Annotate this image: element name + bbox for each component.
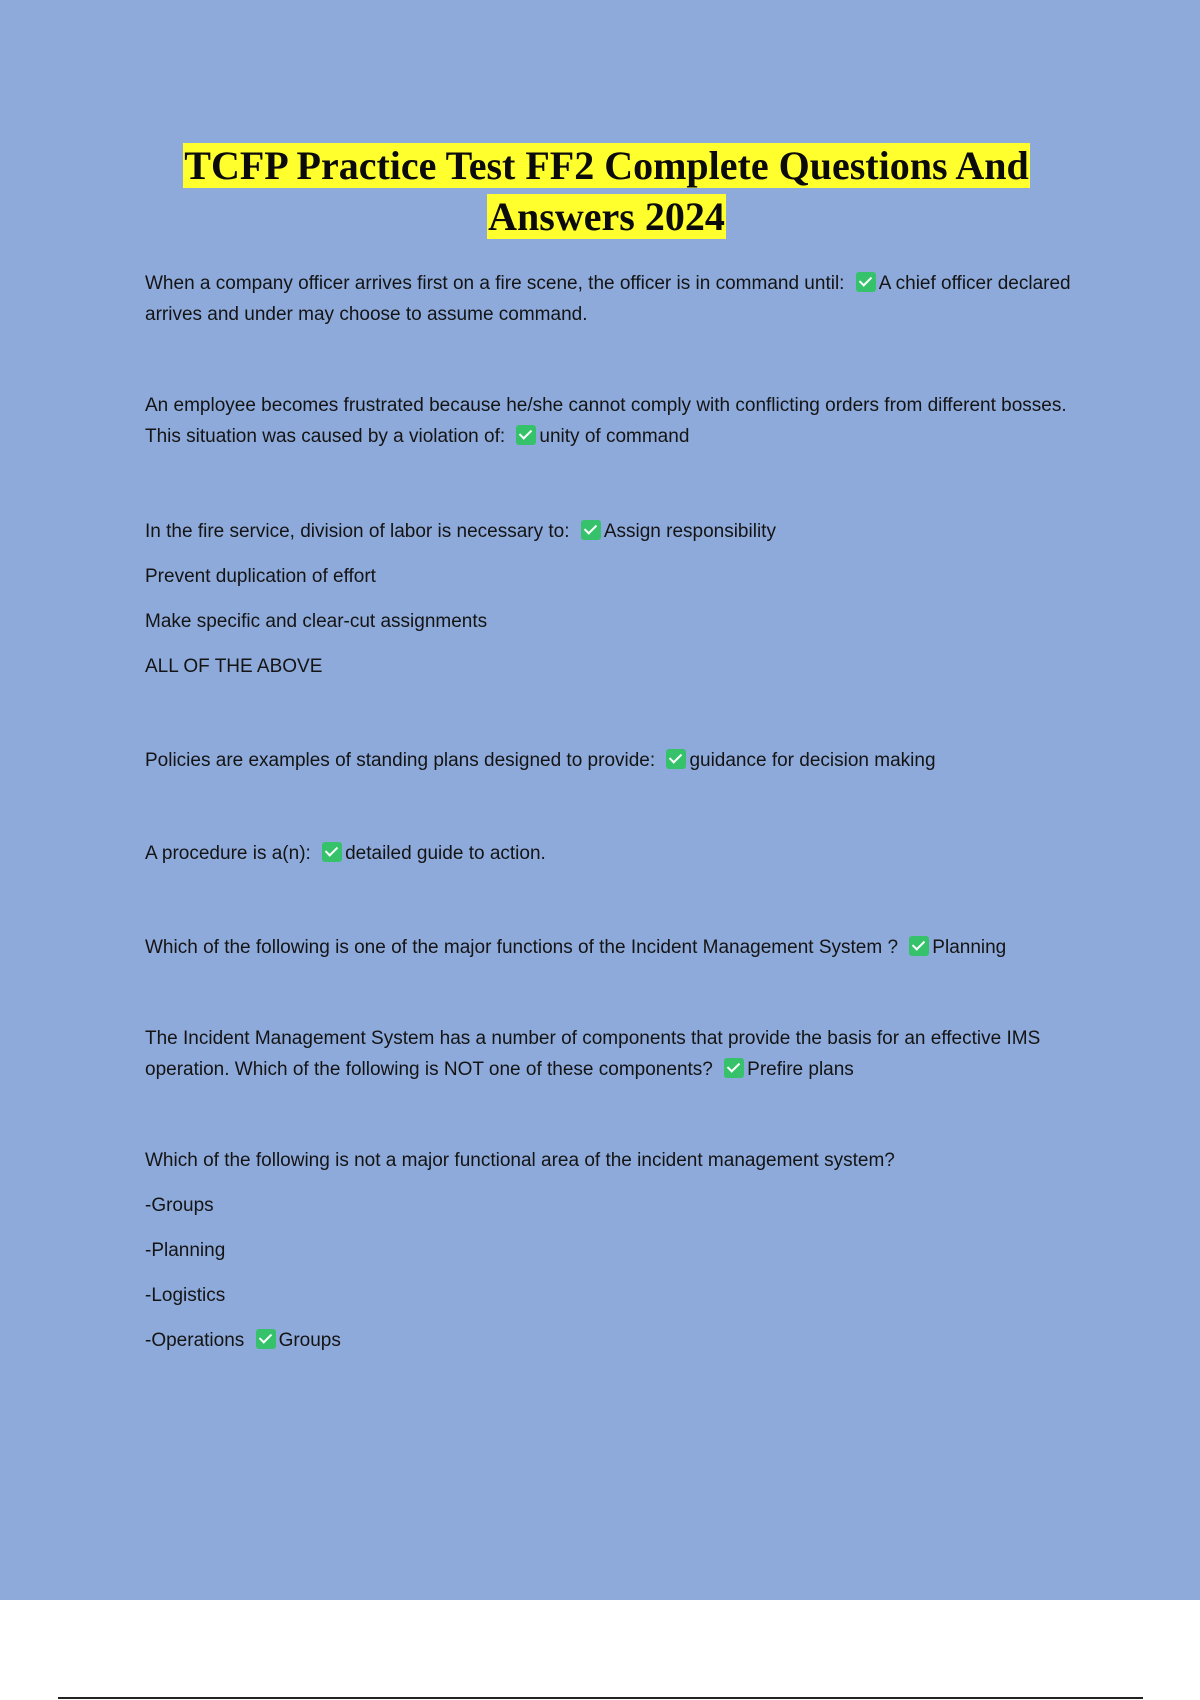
- check-mark-icon: [856, 272, 876, 292]
- answer-text: Planning: [932, 937, 1007, 958]
- question-text: Which of the following is not a major functional area of the incident management system?: [145, 1150, 895, 1171]
- answer-text: Assign responsibility: [603, 521, 776, 542]
- qa-item-1: [145, 268, 1080, 330]
- check-mark-icon: [516, 425, 536, 445]
- question-text: A procedure is a(n):: [145, 843, 311, 864]
- answer-text: Groups: [278, 1330, 341, 1351]
- answer-text: unity of command: [539, 426, 690, 447]
- qa-item-8: [145, 1145, 1080, 1356]
- footer-divider: [58, 1697, 1143, 1699]
- check-mark-icon: [724, 1058, 744, 1078]
- page-title: [133, 140, 1080, 242]
- answer-text: guidance for decision making: [689, 750, 936, 771]
- check-mark-icon: [322, 842, 342, 862]
- option-line: -Operations: [145, 1330, 245, 1351]
- qa-item-6: [145, 932, 1080, 963]
- check-mark-icon: [909, 936, 929, 956]
- qa-item-7: [145, 1023, 1080, 1085]
- document-body: [145, 140, 1080, 1356]
- question-text: An employee becomes frustrated because he/she cannot comply with conflicting orders from different bosses. This situation was caused by a violation of:: [145, 395, 1067, 447]
- answer-text: A chief officer declared arrives and under may choose to assume command.: [145, 273, 1071, 325]
- answer-text: detailed guide to action.: [345, 843, 546, 864]
- option-line: -Logistics: [145, 1285, 226, 1306]
- question-text: Policies are examples of standing plans designed to provide:: [145, 750, 656, 771]
- question-text: In the fire service, division of labor is necessary to:: [145, 521, 570, 542]
- check-mark-icon: [666, 749, 686, 769]
- answer-line: Make specific and clear-cut assignments: [145, 611, 488, 632]
- question-text: When a company officer arrives first on a fire scene, the officer is in command until:: [145, 273, 845, 294]
- option-line: -Planning: [145, 1240, 226, 1261]
- title-line-1: TCFP Practice Test FF2 Complete Questions And: [184, 143, 1029, 188]
- answer-line: Prevent duplication of effort: [145, 566, 376, 587]
- qa-item-3: [145, 516, 1080, 682]
- question-text: Which of the following is one of the major functions of the Incident Management System ?: [145, 937, 899, 958]
- qa-item-5: [145, 838, 1080, 869]
- check-mark-icon: [581, 520, 601, 540]
- question-text: The Incident Management System has a number of components that provide the basis for an effective IMS operation. Which of the following is NOT one of these components?: [145, 1028, 1041, 1080]
- answer-line: ALL OF THE ABOVE: [145, 656, 323, 677]
- option-line: -Groups: [145, 1195, 214, 1216]
- answer-text: Prefire plans: [747, 1059, 854, 1080]
- check-mark-icon: [256, 1329, 276, 1349]
- title-line-2: Answers 2024: [488, 194, 725, 239]
- qa-item-2: [145, 390, 1080, 452]
- qa-item-4: [145, 745, 1080, 776]
